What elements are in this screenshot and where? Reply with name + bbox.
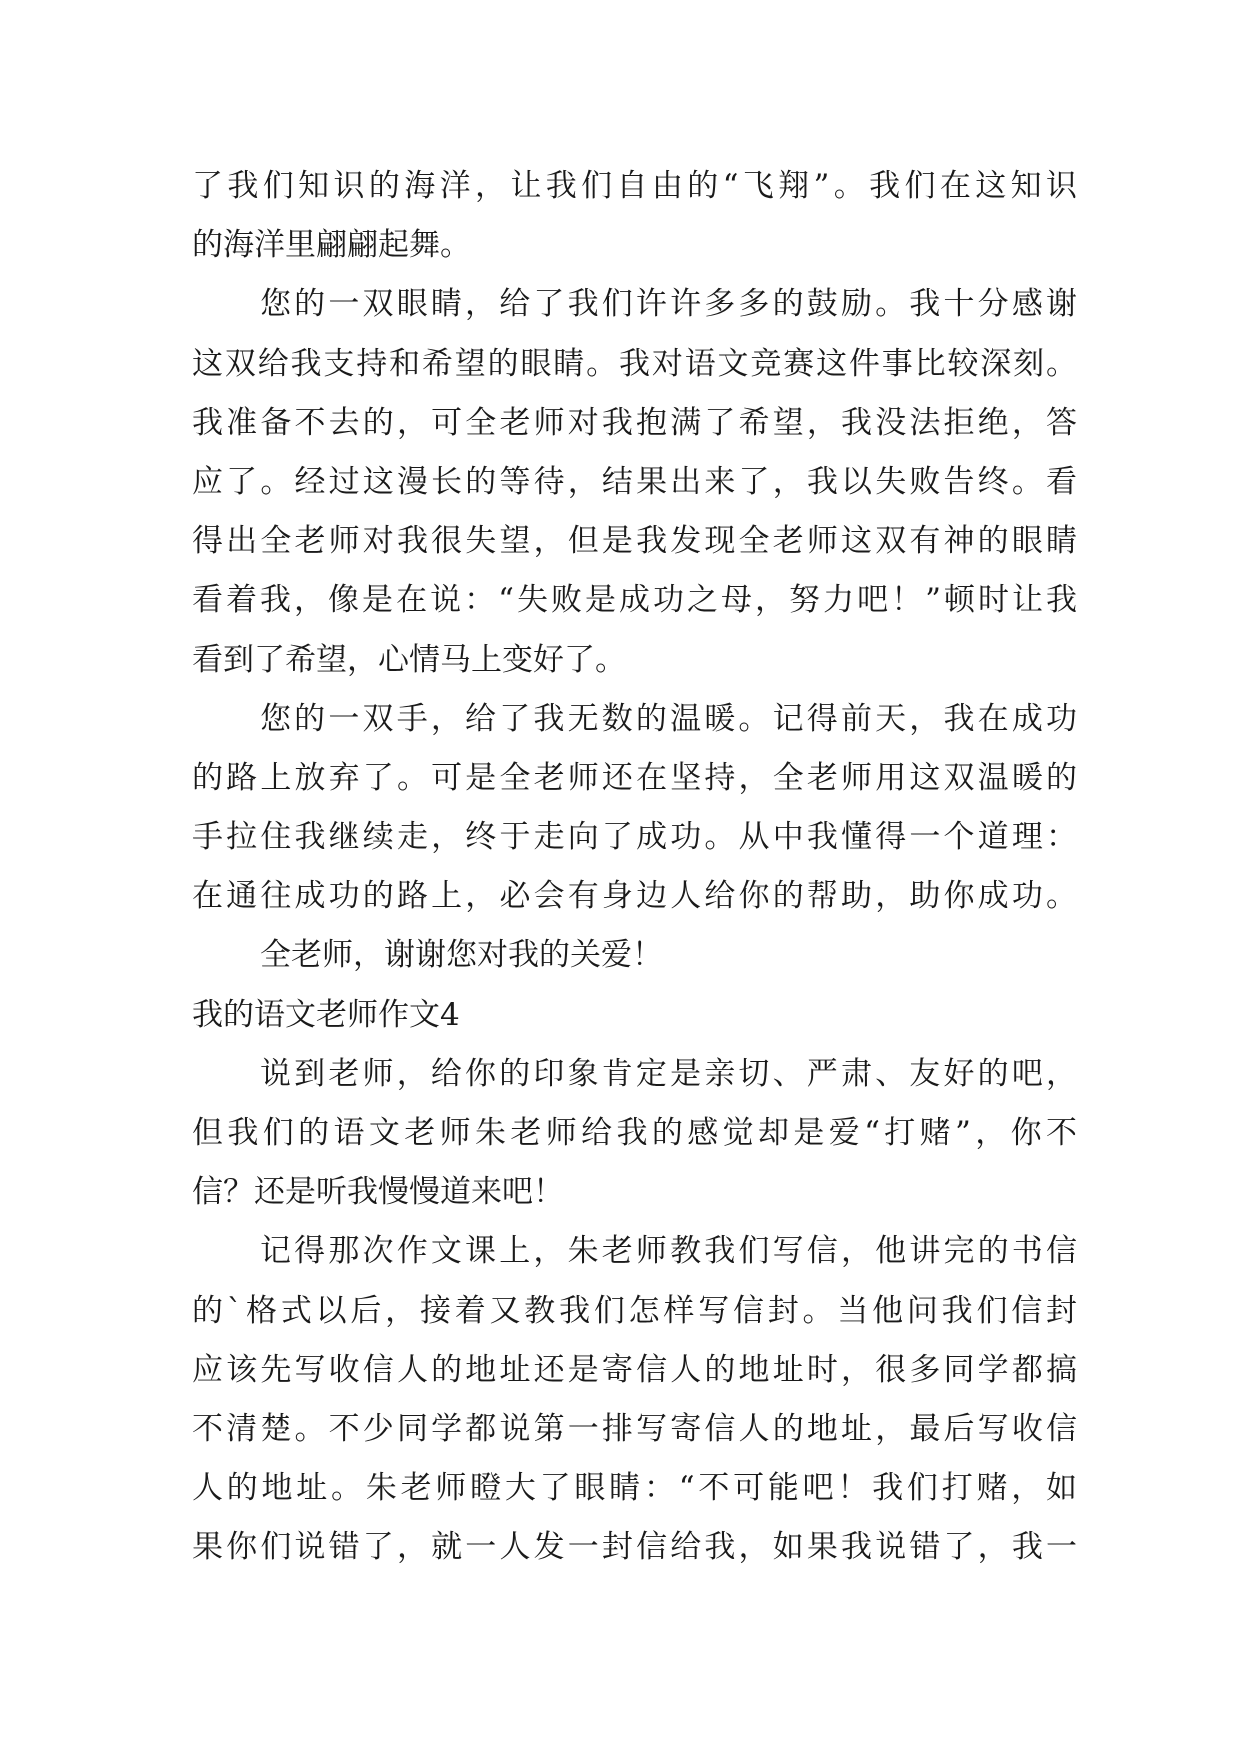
text-line: 我准备不去的，可全老师对我抱满了希望，我没法拒绝，答 xyxy=(192,404,1077,441)
text-line: 应该先写收信人的地址还是寄信人的地址时，很多同学都搞 xyxy=(192,1351,1077,1388)
text-line: 看到了希望，心情马上变好了。 xyxy=(192,641,626,678)
document-body xyxy=(192,157,1077,1578)
text-line: 得出全老师对我很失望，但是我发现全老师这双有神的眼睛 xyxy=(192,523,1077,560)
paragraph xyxy=(192,926,1077,985)
text-line: 果你们说错了，就一人发一封信给我，如果我说错了，我一 xyxy=(192,1529,1077,1566)
text-line: 人的地址。朱老师瞪大了眼睛：“不可能吧！我们打赌，如 xyxy=(192,1470,1077,1507)
text-line: 您的一双眼睛，给了我们许许多多的鼓励。我十分感谢 xyxy=(260,286,1077,323)
text-line: 您的一双手，给了我无数的温暖。记得前天，我在成功 xyxy=(260,700,1077,737)
heading-text: 我的语文老师作文4 xyxy=(192,996,460,1033)
text-line: 说到老师，给你的印象肯定是亲切、严肃、友好的吧， xyxy=(260,1055,1077,1092)
section-heading xyxy=(192,986,1077,1045)
paragraph-continued xyxy=(192,157,1077,275)
text-line: 的路上放弃了。可是全老师还在坚持，全老师用这双温暖的 xyxy=(192,759,1077,796)
paragraph xyxy=(192,1222,1077,1577)
paragraph xyxy=(192,1045,1077,1223)
text-line: 不清楚。不少同学都说第一排写寄信人的地址，最后写收信 xyxy=(192,1410,1077,1447)
text-line: 了我们知识的海洋，让我们自由的“飞翔”。我们在这知识 xyxy=(192,168,1077,204)
paragraph xyxy=(192,690,1077,927)
text-line: 的`格式以后，接着又教我们怎样写信封。当他问我们信封 xyxy=(192,1292,1077,1329)
text-line: 这双给我支持和希望的眼睛。我对语文竞赛这件事比较深刻。 xyxy=(192,345,1077,382)
text-line: 在通往成功的路上，必会有身边人给你的帮助，助你成功。 xyxy=(192,878,1077,915)
text-line: 信？还是听我慢慢道来吧！ xyxy=(192,1174,564,1211)
paragraph xyxy=(192,275,1077,689)
text-line: 全老师，谢谢您对我的关爱！ xyxy=(260,937,663,974)
text-line: 记得那次作文课上，朱老师教我们写信，他讲完的书信 xyxy=(260,1233,1077,1270)
text-line: 但我们的语文老师朱老师给我的感觉却是爱“打赌”，你不 xyxy=(192,1115,1077,1151)
text-line: 的海洋里翩翩起舞。 xyxy=(192,227,471,264)
text-line: 手拉住我继续走，终于走向了成功。从中我懂得一个道理： xyxy=(192,819,1077,856)
text-line: 应了。经过这漫长的等待，结果出来了，我以失败告终。看 xyxy=(192,463,1077,500)
text-line: 看着我，像是在说：“失败是成功之母，努力吧！”顿时让我 xyxy=(192,582,1077,619)
